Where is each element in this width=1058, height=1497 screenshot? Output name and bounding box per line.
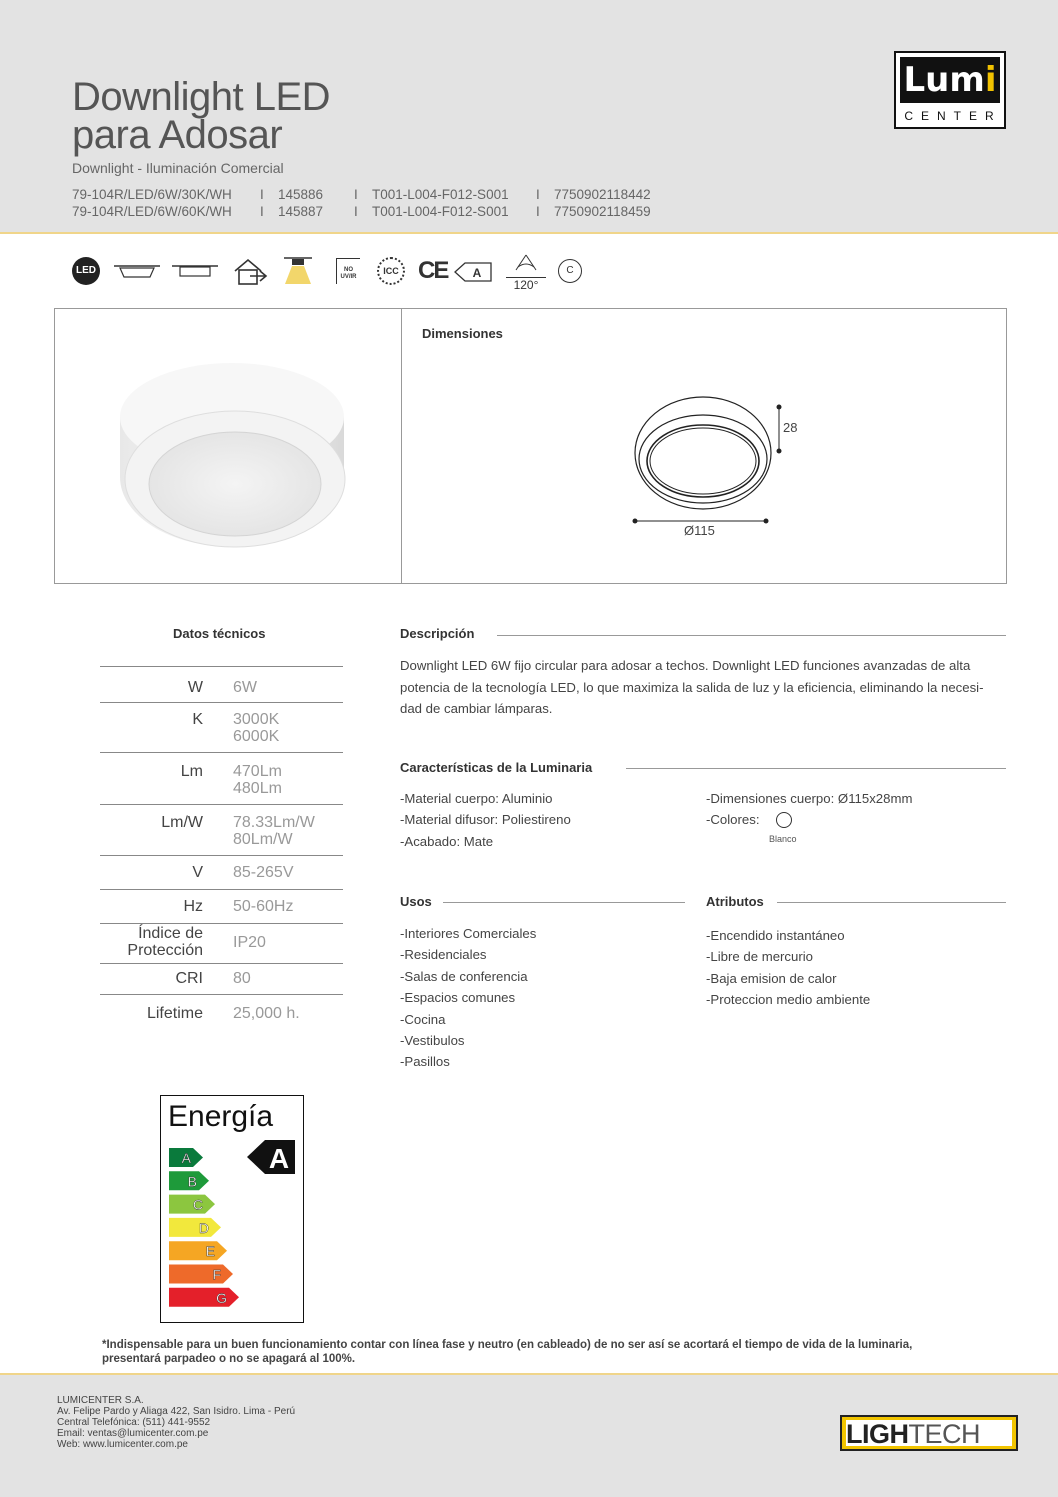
colores-label: -Colores: — [706, 812, 760, 828]
list-item: -Vestibulos — [400, 1033, 465, 1049]
spec-value-line: 6W — [233, 679, 257, 696]
footnote-line: *Indispensable para un buen funcionamiento contar con línea fase y neutro (en cableado) de no ser así se acortará el tiempo de vida de la luminaria, — [102, 1339, 913, 1351]
spec-key-line: Índice de — [138, 925, 203, 942]
spec-key: V — [192, 864, 203, 881]
spec-key: Lm/W — [161, 814, 203, 831]
color-swatch-white — [776, 812, 792, 828]
separator: I — [536, 187, 540, 202]
spec-value-line: 50-60Hz — [233, 898, 294, 915]
brand-part-1: LIGH — [846, 1420, 909, 1446]
spec-value — [203, 970, 251, 994]
spec-value-line: 25,000 h. — [233, 1005, 300, 1022]
company-info — [57, 1395, 295, 1450]
energy-bars — [161, 1096, 305, 1324]
section-rule — [626, 768, 1006, 769]
spec-value — [203, 925, 266, 963]
list-item: -Pasillos — [400, 1054, 450, 1070]
list-item: -Baja emision de calor — [706, 970, 837, 986]
energy-class-letter: B — [187, 1173, 197, 1190]
datos-tecnicos-title: Datos técnicos — [173, 626, 266, 641]
lightech-wordmark — [846, 1420, 1012, 1446]
item-code: 145886 — [278, 187, 324, 202]
copyright-icon: C — [558, 259, 582, 283]
separator: I — [354, 204, 358, 219]
color-swatch-label: Blanco — [769, 834, 797, 844]
spec-key: CRI — [175, 970, 203, 987]
spec-value-line: 78.33Lm/W — [233, 814, 315, 831]
spec-value-line: 80 — [233, 970, 251, 987]
separator: I — [536, 204, 540, 219]
list-item: -Salas de conferencia — [400, 968, 528, 984]
section-rule — [497, 635, 1006, 636]
spec-key: W — [187, 679, 203, 696]
caracteristicas-right — [706, 788, 912, 831]
energy-class-bar — [169, 1241, 227, 1260]
surface-ceiling-icon — [172, 264, 218, 285]
page-subtitle: Downlight - Iluminación Comercial — [72, 160, 284, 176]
energy-class-icon — [454, 262, 492, 287]
caracteristicas-list — [400, 788, 571, 852]
spec-row — [100, 994, 343, 1028]
usos-title: Usos — [400, 894, 432, 909]
code-row — [72, 186, 651, 203]
specs-table — [100, 666, 343, 1028]
page-header — [0, 0, 1058, 234]
spec-key: Lifetime — [146, 1005, 203, 1022]
energy-class-letter: G — [216, 1289, 227, 1306]
page-title — [72, 75, 331, 157]
recessed-ceiling-icon — [114, 264, 160, 285]
dimensions-title: Dimensiones — [422, 326, 503, 341]
indoor-house-icon — [232, 258, 268, 291]
list-item: -Dimensiones cuerpo: Ø115x28mm — [706, 791, 913, 806]
list-item: -Material cuerpo: Aluminio — [400, 791, 553, 806]
energy-class-letter: C — [192, 1196, 203, 1213]
downlight-beam-icon — [284, 256, 312, 291]
item-code: 145887 — [278, 204, 324, 219]
section-rule — [443, 902, 685, 903]
model-code: 79-104R/LED/6W/60K/WH — [72, 204, 232, 219]
spec-row — [100, 804, 343, 855]
icon-bar — [72, 254, 612, 294]
spec-value — [203, 898, 293, 923]
dimensions-drawing — [625, 393, 805, 548]
list-item: -Acabado: Mate — [400, 833, 494, 849]
spec-value — [203, 1005, 300, 1028]
energy-class-bar — [169, 1218, 221, 1237]
spec-row — [100, 666, 343, 702]
list-item: -Material difusor: Poliestireno — [400, 812, 571, 828]
reference-code: T001-L004-F012-S001 — [372, 204, 509, 219]
energy-class-letter: E — [205, 1243, 215, 1260]
energy-class-bar — [169, 1288, 239, 1307]
footnote — [102, 1338, 1002, 1366]
spec-value — [203, 864, 294, 889]
description-line: Downlight LED 6W fijo circular para adosar a techos. Downlight LED funciones avanzadas de alta — [400, 658, 971, 673]
footnote-line: presentará parpadeo o no se apagará al 100%. — [102, 1353, 356, 1365]
logo-subtext: CENTER — [904, 109, 1002, 123]
spec-value — [203, 711, 279, 752]
description-line: potencia de la tecnología LED, lo que maximiza la salida de luz y la eficiencia, eliminando la necesi- — [400, 679, 984, 695]
company-name: LUMICENTER S.A. — [57, 1395, 144, 1406]
spec-value — [203, 763, 282, 804]
ean-code: 7750902118442 — [554, 187, 651, 202]
beam-angle-icon — [506, 254, 546, 292]
energy-class-bar — [169, 1265, 233, 1284]
spec-key — [100, 925, 203, 963]
company-web[interactable]: Web: www.lumicenter.com.pe — [57, 1439, 188, 1450]
model-code: 79-104R/LED/6W/30K/WH — [72, 187, 232, 202]
atributos-title: Atributos — [706, 894, 764, 909]
led-badge-icon: LED — [72, 257, 100, 285]
diameter-dimension: Ø115 — [684, 523, 715, 538]
company-email[interactable]: Email: ventas@lumicenter.com.pe — [57, 1428, 209, 1439]
reference-code: T001-L004-F012-S001 — [372, 187, 509, 202]
list-item: -Residenciales — [400, 947, 487, 963]
panel-divider — [401, 309, 402, 583]
section-rule — [777, 902, 1006, 903]
page-footer — [0, 1373, 1058, 1497]
spec-value — [203, 814, 315, 855]
spec-row — [100, 752, 343, 804]
title-line-1: Downlight LED — [72, 75, 331, 119]
no-uv-ir-icon: NO UV/IR — [336, 258, 360, 284]
energy-class-letter: F — [212, 1266, 221, 1283]
spec-value — [203, 679, 257, 702]
description-text — [400, 655, 1006, 720]
list-item: -Espacios comunes — [400, 990, 516, 1006]
usos-list — [400, 923, 536, 1073]
logo-word-main: Lum — [903, 60, 985, 100]
separator: I — [260, 187, 264, 202]
spec-row — [100, 923, 343, 963]
atributos-list — [706, 925, 870, 1011]
energy-class-letter: A — [181, 1150, 191, 1166]
company-address: Av. Felipe Pardo y Aliaga 422, San Isidro. Lima - Perú — [57, 1406, 296, 1417]
title-line-2: para Adosar — [72, 113, 283, 157]
icc-icon: ICC — [377, 257, 405, 285]
spec-row — [100, 889, 343, 923]
list-item: -Interiores Comerciales — [400, 926, 537, 941]
spec-key-line: Protección — [127, 942, 203, 959]
code-row — [72, 203, 651, 220]
spec-key: Hz — [183, 898, 203, 915]
product-image — [115, 359, 355, 554]
ean-code: 7750902118459 — [554, 204, 651, 219]
spec-row — [100, 702, 343, 752]
list-item: -Cocina — [400, 1011, 446, 1027]
spec-value-line: 470Lm — [233, 763, 282, 780]
spec-value-line: 80Lm/W — [233, 831, 293, 848]
beam-angle-value: 120° — [506, 277, 546, 292]
spec-value-line: 3000K — [233, 711, 280, 728]
company-phone: Central Telefónica: (511) 441-9552 — [57, 1417, 211, 1428]
product-panel — [54, 308, 1007, 584]
energy-class-letter: D — [198, 1219, 209, 1236]
spec-value-line: 85-265V — [233, 864, 294, 881]
spec-row — [100, 963, 343, 994]
separator: I — [354, 187, 358, 202]
spec-value-line: 480Lm — [233, 780, 282, 797]
energy-rating-letter: A — [268, 1143, 290, 1174]
lightech-logo — [840, 1415, 1018, 1451]
list-item: -Proteccion medio ambiente — [706, 992, 871, 1008]
list-item: -Encendido instantáneo — [706, 928, 845, 943]
description-line: dad de cambiar lámparas. — [400, 701, 553, 716]
lumicenter-logo — [894, 51, 1006, 129]
spec-row — [100, 855, 343, 889]
brand-part-2: TECH — [908, 1420, 980, 1446]
spec-value-line: IP20 — [233, 934, 266, 951]
ce-mark-icon: CE — [418, 257, 448, 284]
spec-value-line: 6000K — [233, 728, 280, 745]
spec-key: K — [192, 711, 203, 728]
height-dimension: 28 — [783, 420, 798, 435]
spec-key: Lm — [180, 763, 203, 780]
energy-label — [160, 1095, 304, 1323]
list-item: -Libre de mercurio — [706, 949, 814, 965]
caracteristicas-title: Características de la Luminaria — [400, 760, 593, 775]
logo-word-accent: i — [984, 60, 997, 100]
separator: I — [260, 204, 264, 219]
logo-wordmark — [900, 57, 1000, 103]
energy-title: Energía — [168, 1100, 274, 1133]
energy-class-letter: A — [472, 266, 482, 280]
descripcion-title: Descripción — [400, 626, 475, 641]
product-codes — [72, 186, 651, 220]
